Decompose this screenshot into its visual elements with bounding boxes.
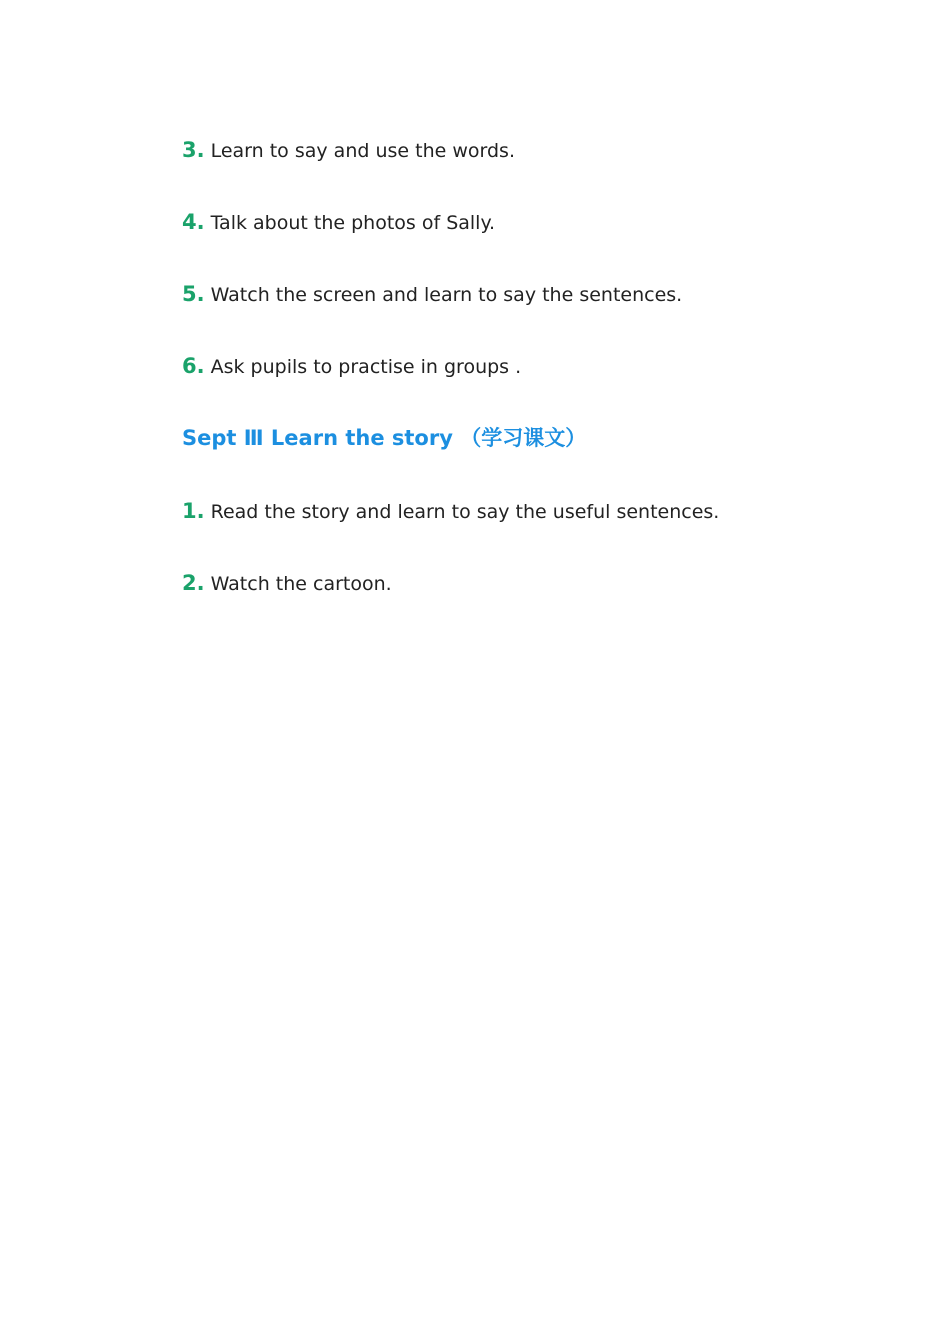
section-heading: Sept Ⅲ Learn the story （学习课文）: [182, 426, 587, 450]
step-text: Learn to say and use the words.: [210, 140, 515, 162]
step-number: 1.: [182, 499, 205, 523]
step-item: [182, 353, 521, 380]
step-item: [182, 281, 682, 308]
step-text: Read the story and learn to say the useful sentences.: [210, 501, 720, 523]
step-item: [182, 570, 392, 597]
step-item: [182, 137, 515, 164]
step-number: 6.: [182, 354, 205, 378]
step-text: Talk about the photos of Sally.: [210, 212, 496, 234]
step-item: [182, 209, 495, 236]
step-text: Watch the screen and learn to say the sentences.: [210, 284, 683, 306]
step-number: 5.: [182, 282, 205, 306]
step-text: Ask pupils to practise in groups .: [210, 356, 522, 378]
step-number: 3.: [182, 138, 205, 162]
step-item: [182, 498, 719, 525]
step-text: Watch the cartoon.: [210, 573, 392, 595]
step-number: 2.: [182, 571, 205, 595]
step-number: 4.: [182, 210, 205, 234]
